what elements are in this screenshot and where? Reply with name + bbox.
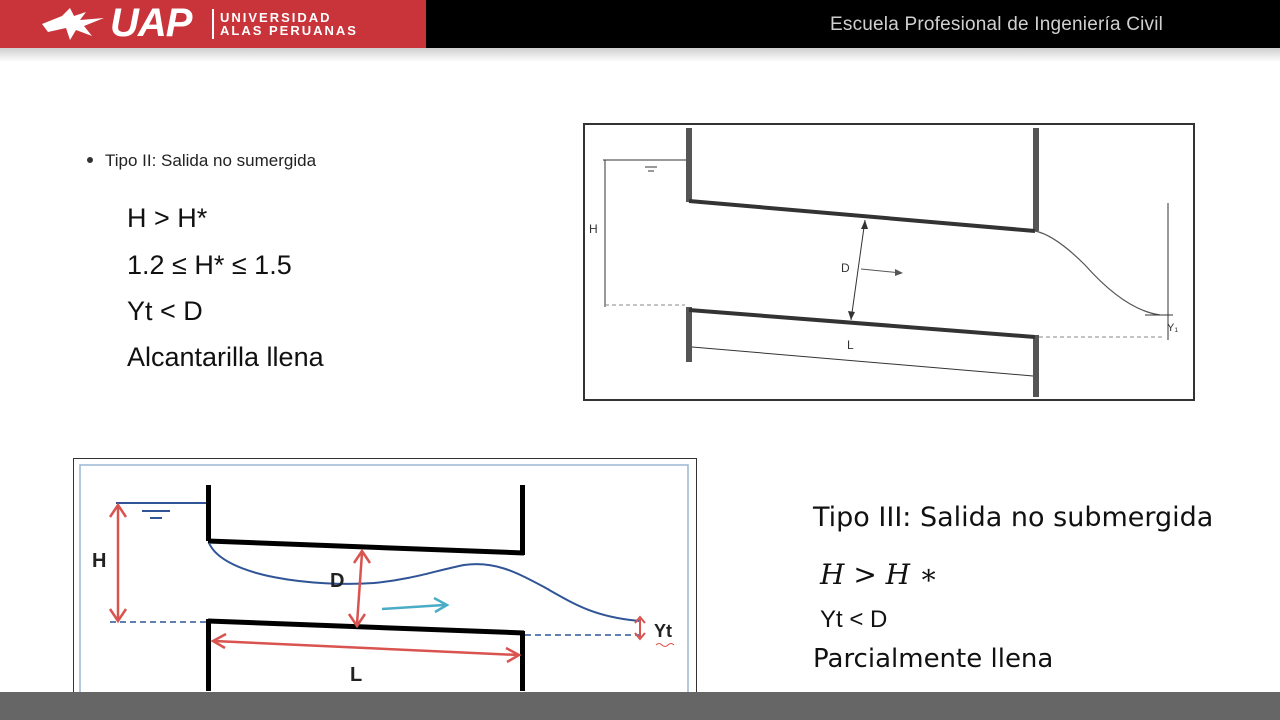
type-3-condition: Yt < D (820, 606, 888, 633)
right-headwall-bottom (1033, 335, 1039, 397)
left-headwall-bottom (686, 307, 692, 362)
right-headwall-bottom (520, 631, 525, 691)
flow-arrowhead (895, 269, 903, 276)
d-arrow-top (861, 220, 868, 229)
label-d: D (841, 261, 850, 275)
l-dimension-arrow (214, 641, 518, 655)
culvert-diagram-type-3 (73, 458, 697, 704)
label-d: D (330, 570, 345, 592)
label-y1: Y₁ (1167, 322, 1179, 334)
d-dimension-arrow (357, 553, 362, 624)
pipe-bottom (689, 310, 1035, 337)
culvert-diagram-type-2-svg (585, 125, 1193, 399)
type-3-math: H > H ∗ (820, 558, 939, 591)
yt-underline (656, 644, 674, 647)
culvert-diagram-type-2 (583, 123, 1195, 401)
pipe-top (689, 201, 1035, 231)
university-line-2: ALAS PERUANAS (220, 23, 358, 38)
label-yt: Yt (654, 621, 672, 641)
footer-bar (0, 692, 1280, 720)
bullet-dot-icon (87, 157, 93, 163)
flow-arrow (382, 605, 444, 609)
left-headwall-bottom (206, 619, 211, 691)
university-line-1: UNIVERSIDAD (220, 10, 332, 25)
left-headwall-top (686, 128, 692, 202)
label-h: H (92, 550, 107, 572)
bullet-text: Tipo II: Salida no sumergida (105, 151, 317, 170)
condition-3: Yt < D (127, 296, 203, 326)
bullet-item (87, 151, 316, 171)
university-name (220, 11, 358, 37)
label-l: L (847, 338, 854, 352)
label-h: H (589, 222, 598, 236)
culvert-diagram-type-3-svg (74, 459, 696, 703)
university-logo[interactable] (0, 0, 426, 48)
type-3-title: Tipo III: Salida no submergida (813, 502, 1214, 533)
outlet-flow-curve (1035, 231, 1160, 315)
d-dimension-line (851, 220, 865, 320)
logo-text: UAP (110, 1, 192, 45)
condition-2: 1.2 ≤ H* ≤ 1.5 (127, 250, 292, 280)
condition-4: Alcantarilla llena (127, 342, 324, 372)
right-headwall-top (520, 485, 525, 555)
pipe-top (208, 541, 524, 553)
water-profile-curve (209, 543, 640, 621)
school-title: Escuela Profesional de Ingeniería Civil (830, 14, 1164, 35)
label-l: L (350, 664, 363, 686)
right-headwall-top (1033, 128, 1039, 231)
header-bar (0, 0, 1280, 48)
l-dimension-line (692, 347, 1033, 376)
condition-1: H > H* (127, 203, 208, 233)
header-shadow (0, 48, 1280, 62)
pipe-bottom (208, 621, 524, 633)
left-headwall-top (206, 485, 211, 541)
d-arrow-bottom (848, 311, 855, 320)
type-3-fill: Parcialmente llena (813, 644, 1054, 674)
logo-divider (212, 9, 214, 39)
condor-icon (40, 6, 106, 42)
